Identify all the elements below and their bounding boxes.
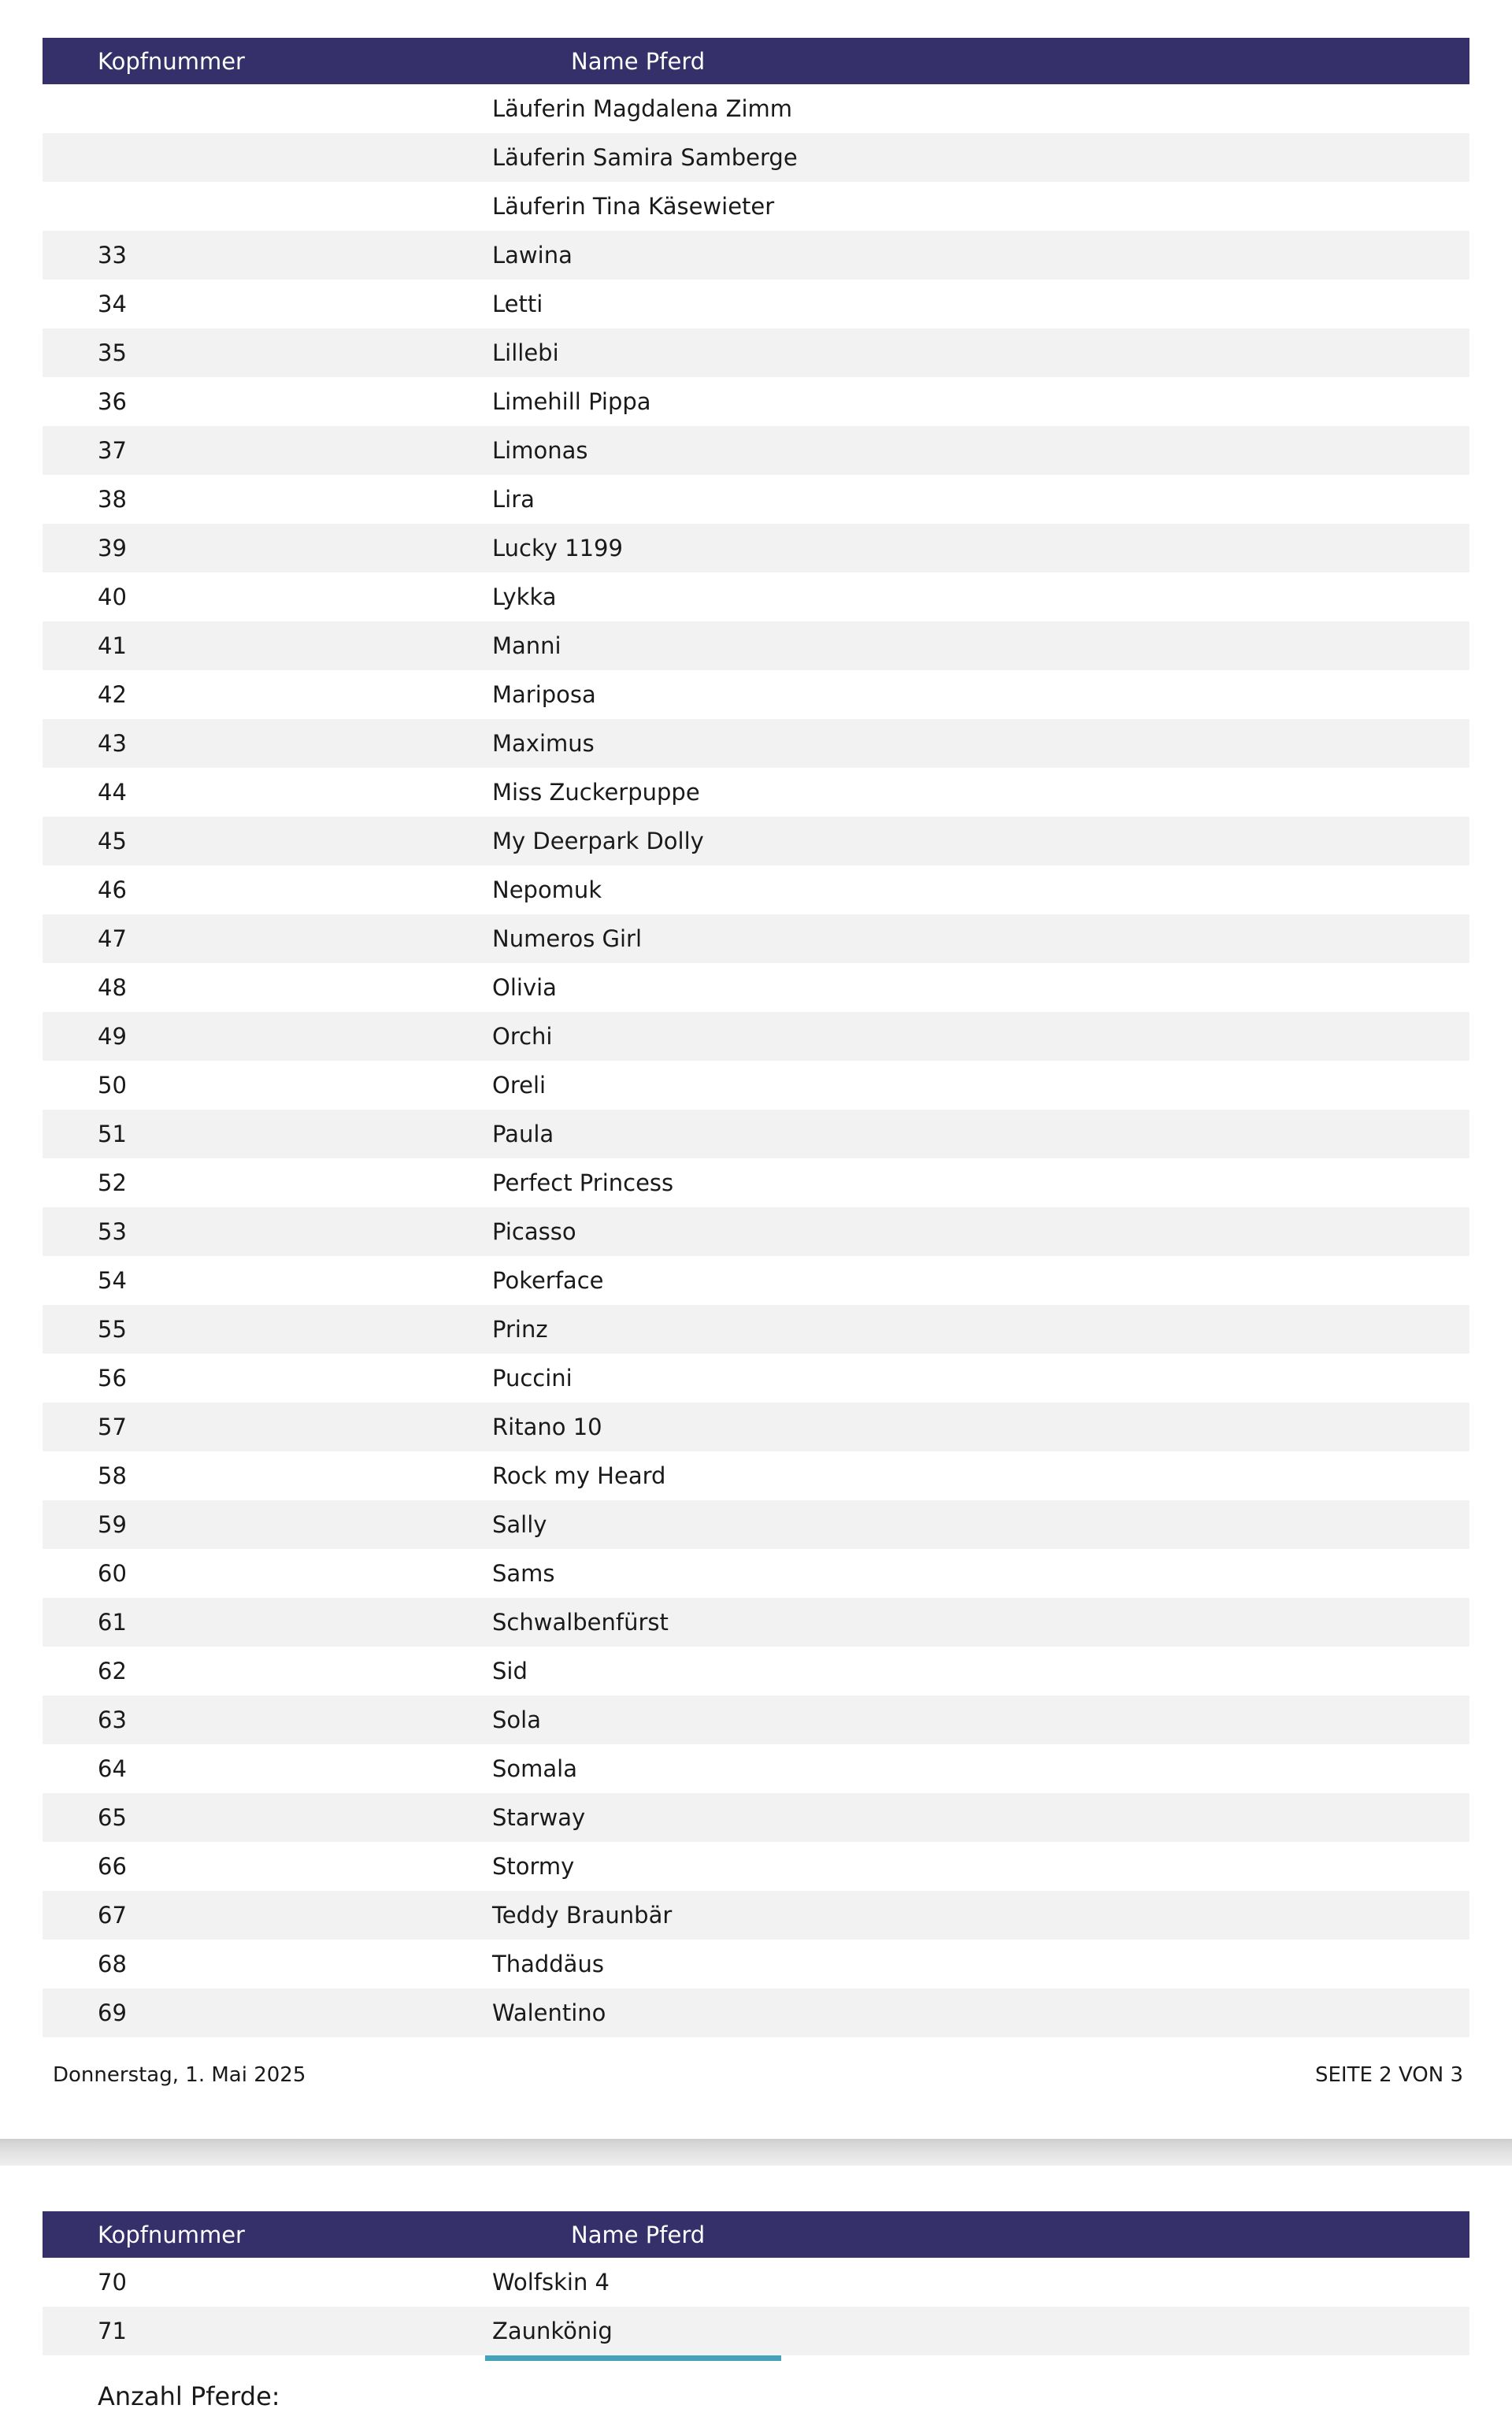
kopfnummer-cell: 45 xyxy=(98,828,127,854)
horse-name-cell: Mariposa xyxy=(492,681,596,708)
column-header-name-pferd: Name Pferd xyxy=(571,47,706,75)
kopfnummer-cell: 65 xyxy=(98,1804,127,1831)
horse-name-cell: Schwalbenfürst xyxy=(492,1609,669,1636)
table-row xyxy=(43,1061,1469,1110)
kopfnummer-cell: 56 xyxy=(98,1365,127,1392)
horse-name-cell: Lawina xyxy=(492,242,573,269)
kopfnummer-cell: 49 xyxy=(98,1023,127,1050)
kopfnummer-cell: 35 xyxy=(98,339,127,366)
horse-name-cell: Lira xyxy=(492,486,535,513)
horse-name-cell: Limehill Pippa xyxy=(492,388,651,415)
horse-name-cell: Lykka xyxy=(492,584,557,610)
horse-name-cell: Sally xyxy=(492,1511,547,1538)
table-row xyxy=(43,1012,1469,1061)
horse-name-cell: Letti xyxy=(492,291,543,317)
table-row xyxy=(43,1256,1469,1305)
kopfnummer-cell: 33 xyxy=(98,242,127,269)
table-row xyxy=(43,475,1469,524)
horse-name-cell: Läuferin Magdalena Zimm xyxy=(492,95,793,122)
kopfnummer-cell: 58 xyxy=(98,1462,127,1489)
kopfnummer-cell: 60 xyxy=(98,1560,127,1587)
kopfnummer-cell: 48 xyxy=(98,974,127,1001)
table-row xyxy=(43,719,1469,768)
page-separator xyxy=(0,2139,1512,2166)
footer-date: Donnerstag, 1. Mai 2025 xyxy=(53,2063,306,2087)
table-row xyxy=(43,182,1469,231)
table-body xyxy=(43,2258,1469,2355)
horse-name-cell: My Deerpark Dolly xyxy=(492,828,704,854)
kopfnummer-cell: 41 xyxy=(98,632,127,659)
kopfnummer-cell: 51 xyxy=(98,1121,127,1147)
column-header-name-pferd: Name Pferd xyxy=(571,2221,706,2248)
table-row xyxy=(43,865,1469,914)
horse-name-cell: Perfect Princess xyxy=(492,1169,674,1196)
horse-name-cell: Lillebi xyxy=(492,339,559,366)
table-row xyxy=(43,817,1469,865)
kopfnummer-cell: 38 xyxy=(98,486,127,513)
horse-name-cell: Olivia xyxy=(492,974,557,1001)
kopfnummer-cell: 67 xyxy=(98,1902,127,1929)
horse-name-cell: Ritano 10 xyxy=(492,1414,602,1440)
horse-name-cell: Thaddäus xyxy=(492,1951,604,1977)
kopfnummer-cell: 54 xyxy=(98,1267,127,1294)
kopfnummer-cell: 64 xyxy=(98,1755,127,1782)
table-row xyxy=(43,1158,1469,1207)
horse-name-cell: Manni xyxy=(492,632,561,659)
kopfnummer-cell: 63 xyxy=(98,1707,127,1733)
kopfnummer-cell: 53 xyxy=(98,1218,127,1245)
kopfnummer-cell: 37 xyxy=(98,437,127,464)
kopfnummer-cell: 47 xyxy=(98,925,127,952)
table-row xyxy=(43,328,1469,377)
kopfnummer-cell: 43 xyxy=(98,730,127,757)
horse-table xyxy=(43,38,1469,2037)
table-row xyxy=(43,1305,1469,1354)
table-row xyxy=(43,1110,1469,1158)
horse-name-cell: Picasso xyxy=(492,1218,576,1245)
table-row xyxy=(43,621,1469,670)
horse-name-cell: Limonas xyxy=(492,437,588,464)
table-row xyxy=(43,524,1469,573)
horse-name-cell: Nepomuk xyxy=(492,876,602,903)
table-row xyxy=(43,1793,1469,1842)
table-row xyxy=(43,1842,1469,1891)
kopfnummer-cell: 39 xyxy=(98,535,127,561)
horse-table xyxy=(43,2211,1469,2355)
horse-name-cell: Oreli xyxy=(492,1072,547,1099)
table-row xyxy=(43,1988,1469,2037)
kopfnummer-cell: 40 xyxy=(98,584,127,610)
table-row xyxy=(43,1500,1469,1549)
kopfnummer-cell: 62 xyxy=(98,1658,127,1684)
kopfnummer-cell: 66 xyxy=(98,1853,127,1880)
kopfnummer-cell: 59 xyxy=(98,1511,127,1538)
table-row xyxy=(43,1354,1469,1403)
footer-page-number: SEITE 2 VON 3 xyxy=(1314,2063,1463,2087)
horse-name-cell: Miss Zuckerpuppe xyxy=(492,779,700,806)
horse-name-cell: Orchi xyxy=(492,1023,553,1050)
kopfnummer-cell: 50 xyxy=(98,1072,127,1099)
kopfnummer-cell: 36 xyxy=(98,388,127,415)
kopfnummer-cell: 69 xyxy=(98,1999,127,2026)
horse-name-cell: Prinz xyxy=(492,1316,548,1343)
horse-name-cell: Zaunkönig xyxy=(492,2318,613,2344)
table-row xyxy=(43,426,1469,475)
table-row xyxy=(43,1940,1469,1988)
kopfnummer-cell: 61 xyxy=(98,1609,127,1636)
table-row xyxy=(43,1549,1469,1598)
horse-name-cell: Walentino xyxy=(492,1999,606,2026)
table-row xyxy=(43,231,1469,280)
table-row xyxy=(43,1451,1469,1500)
horse-name-cell: Maximus xyxy=(492,730,595,757)
kopfnummer-cell: 57 xyxy=(98,1414,127,1440)
horse-name-cell: Stormy xyxy=(492,1853,575,1880)
horse-name-cell: Paula xyxy=(492,1121,554,1147)
horse-name-cell: Wolfskin 4 xyxy=(492,2269,610,2296)
table-row xyxy=(43,133,1469,182)
horse-name-cell: Rock my Heard xyxy=(492,1462,666,1489)
horse-name-cell: Pokerface xyxy=(492,1267,604,1294)
table-row xyxy=(43,573,1469,621)
horse-name-cell: Numeros Girl xyxy=(492,925,643,952)
table-body xyxy=(43,84,1469,2037)
document-page-3 xyxy=(0,2166,1512,2431)
table-header xyxy=(43,2211,1469,2258)
horse-name-cell: Puccini xyxy=(492,1365,573,1392)
column-header-kopfnummer: Kopfnummer xyxy=(98,2221,245,2248)
kopfnummer-cell: 44 xyxy=(98,779,127,806)
table-row xyxy=(43,377,1469,426)
table-row xyxy=(43,1598,1469,1647)
column-header-kopfnummer: Kopfnummer xyxy=(98,47,245,75)
table-row xyxy=(43,1695,1469,1744)
table-row xyxy=(43,1891,1469,1940)
kopfnummer-cell: 55 xyxy=(98,1316,127,1343)
accent-underline xyxy=(485,2355,781,2361)
kopfnummer-cell: 71 xyxy=(98,2318,127,2344)
table-row xyxy=(43,1744,1469,1793)
kopfnummer-cell: 52 xyxy=(98,1169,127,1196)
horse-name-cell: Teddy Braunbär xyxy=(492,1902,673,1929)
table-row xyxy=(43,768,1469,817)
kopfnummer-cell: 34 xyxy=(98,291,127,317)
table-row xyxy=(43,670,1469,719)
horse-name-cell: Somala xyxy=(492,1755,577,1782)
table-header xyxy=(43,38,1469,84)
horse-name-cell: Lucky 1199 xyxy=(492,535,623,561)
table-row xyxy=(43,1403,1469,1451)
table-row xyxy=(43,914,1469,963)
kopfnummer-cell: 42 xyxy=(98,681,127,708)
table-row xyxy=(43,2307,1469,2355)
horse-name-cell: Läuferin Tina Käsewieter xyxy=(492,193,775,220)
table-row xyxy=(43,1207,1469,1256)
horse-name-cell: Starway xyxy=(492,1804,586,1831)
table-row xyxy=(43,963,1469,1012)
table-row xyxy=(43,84,1469,133)
total-horses-label: Anzahl Pferde: xyxy=(98,2381,280,2411)
kopfnummer-cell: 68 xyxy=(98,1951,127,1977)
horse-name-cell: Sid xyxy=(492,1658,528,1684)
table-row xyxy=(43,1647,1469,1695)
kopfnummer-cell: 46 xyxy=(98,876,127,903)
kopfnummer-cell: 70 xyxy=(98,2269,127,2296)
horse-name-cell: Läuferin Samira Samberge xyxy=(492,144,798,171)
horse-name-cell: Sams xyxy=(492,1560,555,1587)
horse-name-cell: Sola xyxy=(492,1707,541,1733)
table-row xyxy=(43,2258,1469,2307)
table-row xyxy=(43,280,1469,328)
